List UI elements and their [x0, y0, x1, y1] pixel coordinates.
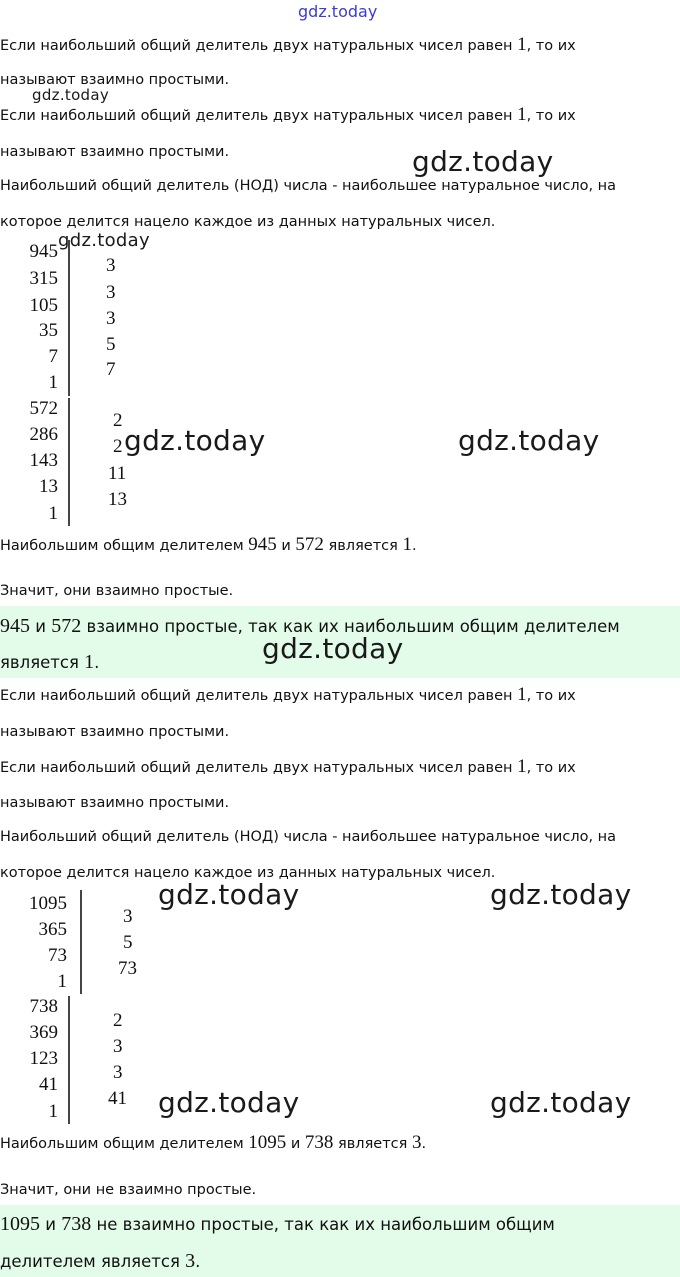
coprime-definition-line1: Если наибольший общий делитель двух натуральных чисел равен 1, то их [0, 684, 576, 705]
watermark: gdz.today [490, 878, 632, 911]
dividend: 1 [48, 503, 58, 524]
dividend: 143 [29, 450, 58, 471]
dividend: 123 [29, 1048, 58, 1069]
watermark: gdz.today [412, 145, 554, 178]
dividend: 1 [48, 1101, 58, 1122]
prime-factor: 2 [113, 436, 123, 457]
coprime-definition-line2: называют взаимно простыми. [0, 144, 230, 160]
watermark: gdz.today [158, 878, 300, 911]
factor-divider [80, 890, 82, 994]
dividend: 365 [38, 919, 67, 940]
dividend: 369 [29, 1022, 58, 1043]
coprime-definition-line1: Если наибольший общий делитель двух натуральных чисел равен 1, то их [0, 34, 576, 55]
gcd-definition-line1: Наибольший общий делитель (НОД) числа - наибольшее натуральное число, на [0, 829, 617, 845]
answer-line2: делителем является 3. [0, 1250, 201, 1272]
factor-divider [68, 240, 70, 396]
prime-factor: 41 [108, 1088, 127, 1109]
gcd-result: Наибольшим общим делителем 1095 и 738 является 3. [0, 1132, 427, 1153]
prime-factor: 3 [113, 1062, 123, 1083]
dividend: 105 [29, 295, 58, 316]
answer-line1: 945 и 572 взаимно простые, так как их наибольшим общим делителем [0, 615, 620, 637]
conclusion: Значит, они не взаимно простые. [0, 1182, 257, 1198]
dividend: 73 [48, 945, 67, 966]
factor-divider [68, 996, 70, 1124]
prime-factor: 3 [113, 1036, 123, 1057]
dividend: 41 [39, 1074, 58, 1095]
prime-factor: 5 [106, 334, 116, 355]
dividend: 1 [48, 372, 58, 393]
dividend: 1 [57, 971, 67, 992]
dividend: 1095 [29, 893, 67, 914]
gcd-definition-line1: Наибольший общий делитель (НОД) числа - наибольшее натуральное число, на [0, 178, 617, 194]
prime-factor: 5 [123, 932, 133, 953]
watermark-top: gdz.today [298, 2, 378, 21]
coprime-definition-line1: Если наибольший общий делитель двух натуральных чисел равен 1, то их [0, 104, 576, 125]
prime-factor: 7 [106, 359, 116, 380]
coprime-definition-line2: называют взаимно простыми. [0, 72, 230, 88]
answer-line2: является 1. [0, 651, 100, 673]
dividend: 572 [29, 398, 58, 419]
prime-factor: 13 [108, 489, 127, 510]
prime-factor: 3 [106, 255, 116, 276]
watermark: gdz.today [458, 424, 600, 457]
watermark: gdz.today [124, 424, 266, 457]
prime-factor: 73 [118, 958, 137, 979]
dividend: 7 [48, 346, 58, 367]
dividend: 315 [29, 268, 58, 289]
prime-factor: 3 [106, 308, 116, 329]
watermark: gdz.today [262, 632, 404, 665]
coprime-definition-line2: называют взаимно простыми. [0, 724, 230, 740]
factor-divider [68, 398, 70, 526]
gcd-definition-line2: которое делится нацело каждое из данных натуральных чисел. [0, 214, 496, 230]
dividend: 286 [29, 424, 58, 445]
dividend: 35 [39, 320, 58, 341]
watermark: gdz.today [32, 86, 110, 104]
watermark: gdz.today [58, 230, 150, 251]
gcd-result: Наибольшим общим делителем 945 и 572 является 1. [0, 534, 417, 555]
conclusion: Значит, они взаимно простые. [0, 583, 234, 599]
prime-factor: 2 [113, 410, 123, 431]
watermark: gdz.today [158, 1086, 300, 1119]
answer-line1: 1095 и 738 не взаимно простые, так как их наибольшим общим [0, 1213, 555, 1235]
dividend: 13 [39, 476, 58, 497]
watermark: gdz.today [490, 1086, 632, 1119]
prime-factor: 3 [123, 906, 133, 927]
gcd-definition-line2: которое делится нацело каждое из данных натуральных чисел. [0, 865, 496, 881]
prime-factor: 2 [113, 1010, 123, 1031]
coprime-definition-line2: называют взаимно простыми. [0, 795, 230, 811]
dividend: 738 [29, 996, 58, 1017]
coprime-definition-line1: Если наибольший общий делитель двух натуральных чисел равен 1, то их [0, 756, 576, 777]
dividend: 945 [29, 241, 58, 262]
prime-factor: 3 [106, 282, 116, 303]
prime-factor: 11 [108, 463, 127, 484]
